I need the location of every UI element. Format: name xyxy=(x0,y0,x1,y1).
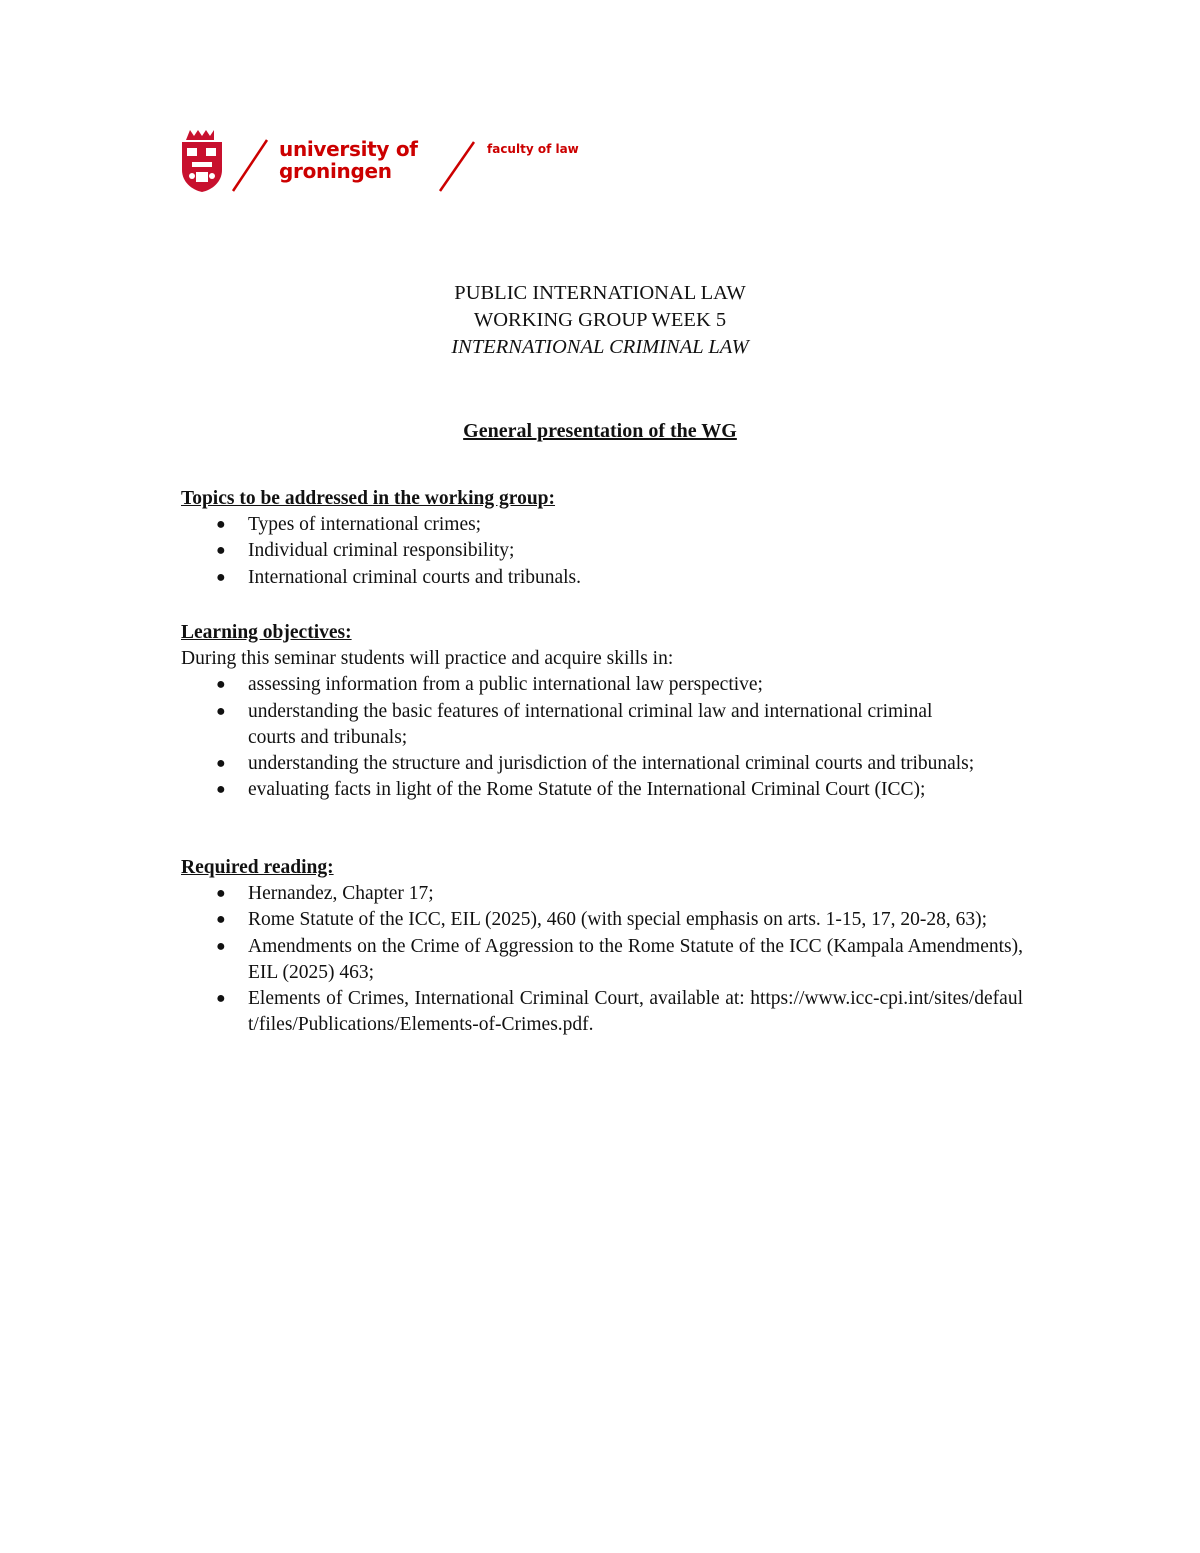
university-name: university of groningen xyxy=(279,137,418,183)
faculty-name: faculty of law xyxy=(487,142,579,156)
bullet-icon: ● xyxy=(216,702,226,720)
list-item: ● Individual criminal responsibility; xyxy=(181,538,1041,564)
bullet-icon: ● xyxy=(216,937,226,955)
list-item: ● assessing information from a public international law perspective; xyxy=(181,672,1041,698)
bullet-icon: ● xyxy=(216,542,226,560)
university-logo xyxy=(178,128,598,198)
learning-heading: Learning objectives: xyxy=(181,622,352,643)
reading-section xyxy=(181,855,1023,1038)
learning-intro: During this seminar students will practice and acquire skills in: xyxy=(181,648,674,670)
list-item xyxy=(181,986,1023,1038)
list-item: ● International criminal courts and tribunals. xyxy=(181,565,1041,591)
list-item: ● Rome Statute of the ICC, EIL (2025), 460 (with special emphasis on arts. 1-15, 17, 20-28, 63); xyxy=(181,907,1023,933)
bullet-icon: ● xyxy=(216,676,226,694)
reading-heading: Required reading: xyxy=(181,857,334,878)
bullet-icon: ● xyxy=(216,755,226,773)
presentation-title: General presentation of the WG xyxy=(463,420,737,442)
bullet-icon: ● xyxy=(216,911,226,929)
list-item: ● evaluating facts in light of the Rome Statute of the International Criminal Court (ICC); xyxy=(181,777,1041,803)
document-header xyxy=(0,280,1200,361)
list-item: ● Types of international crimes; xyxy=(181,512,1041,538)
learning-list xyxy=(181,672,1041,803)
bullet-icon: ● xyxy=(216,885,226,903)
bullet-icon: ● xyxy=(216,568,226,586)
list-item: ● Amendments on the Crime of Aggression to the Rome Statute of the ICC (Kampala Amendments), EIL (2025) 463; xyxy=(216,935,1023,983)
reading-list xyxy=(181,881,1023,1038)
bullet-icon: ● xyxy=(216,516,226,534)
learning-section xyxy=(181,620,1041,803)
topics-section xyxy=(181,486,1041,591)
week-title: WORKING GROUP WEEK 5 xyxy=(473,309,727,331)
list-item: ● understanding the basic features of international criminal law and international criminal courts and tribunals; xyxy=(216,700,933,748)
topics-heading: Topics to be addressed in the working group: xyxy=(181,488,556,509)
bullet-icon: ● xyxy=(216,781,226,799)
list-item: ● understanding the structure and jurisdiction of the international criminal courts and tribunals; xyxy=(181,751,1041,777)
bullet-icon: ● xyxy=(216,990,226,1008)
topic-title: INTERNATIONAL CRIMINAL LAW xyxy=(451,336,749,358)
course-title: PUBLIC INTERNATIONAL LAW xyxy=(454,282,746,304)
elements-of-crimes-link[interactable]: Elements of Crimes, International Criminal Court, available at: https://www.icc-cpi.int/sites/default/files/Publications/Elements-of-Crimes.pdf. xyxy=(248,988,1023,1036)
topics-list xyxy=(181,512,1041,591)
list-item: ● Hernandez, Chapter 17; xyxy=(181,881,1023,907)
